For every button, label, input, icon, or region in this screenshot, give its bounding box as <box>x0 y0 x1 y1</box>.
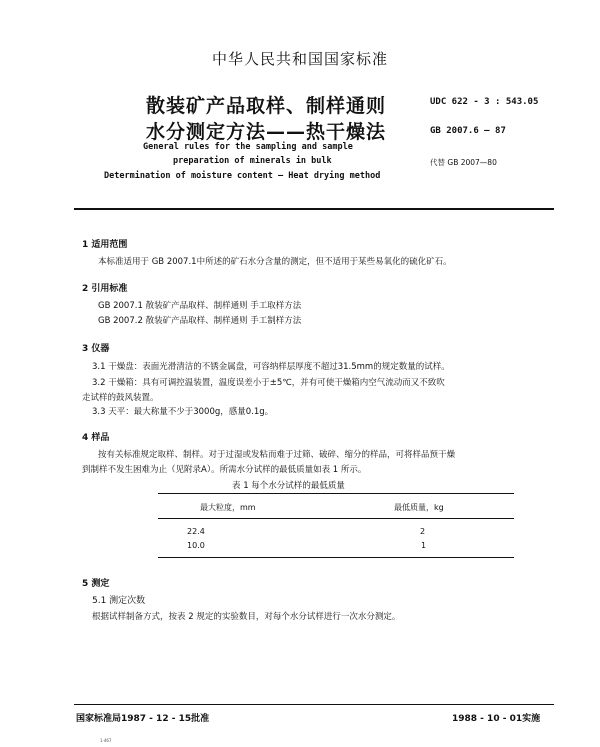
title-zh-line1: 散装矿产品取样、制样通则 <box>146 95 387 117</box>
section-3-1-text: 3.1 干燥盘：表面光滑清洁的不锈金属盘，可容纳样层厚度不超过31.5mm的规定数量的试样。 <box>92 362 450 372</box>
title-zh-line2: 水分测定方法——热干燥法 <box>146 121 387 143</box>
table-header-rule <box>158 518 514 519</box>
table-bottom-rule <box>158 557 514 558</box>
section-3-3-text: 3.3 天平：最大称量不少于3000g，感量0.1g。 <box>92 407 274 417</box>
title-en-line2: preparation of minerals in bulk <box>173 156 332 166</box>
table-cell-mass: 1 <box>421 541 427 550</box>
title-en-line3: Determination of moisture content — Heat drying method <box>104 171 381 181</box>
section-1-text: 本标准适用于 GB 2007.1中所述的矿石水分含量的测定，但不适用于某些易氧化的硫化矿石。 <box>98 257 452 267</box>
section-2-heading: 2 引用标准 <box>82 284 128 294</box>
section-4-text: 按有关标准规定取样、制样。对于过湿或发粘而难于过筛、破碎、缩分的样品，可将样品预干燥 <box>98 450 456 460</box>
table-caption: 表 1 每个水分试样的最低质量 <box>232 481 345 491</box>
header-divider <box>74 208 554 210</box>
table-header-mass: 最低质量，kg <box>394 503 444 512</box>
title-en-line1: General rules for the sampling and sample <box>143 142 353 152</box>
section-4-heading: 4 样品 <box>82 433 110 443</box>
table-cell-size: 22.4 <box>187 527 205 536</box>
section-3-heading: 3 仪器 <box>82 344 110 354</box>
section-4-text-cont: 到制样不发生困难为止（见附录A）。所需水分试样的最低质量如表 1 所示。 <box>82 465 367 475</box>
section-3-2-text-cont: 走试样的鼓风装置。 <box>82 393 159 403</box>
issuing-organization: 中华人民共和国国家标准 <box>211 50 388 68</box>
table-cell-size: 10.0 <box>187 541 205 550</box>
effective-date: 1988 - 10 - 01实施 <box>452 714 541 724</box>
udc-code: UDC 622 - 3 : 543.05 <box>430 97 539 107</box>
replaces-standard: 代替 GB 2007—80 <box>430 158 497 167</box>
standard-number: GB 2007.6 — 87 <box>430 126 506 136</box>
table-header-size: 最大粒度，mm <box>200 503 256 512</box>
section-5-heading: 5 测定 <box>82 579 110 589</box>
section-5-1-text: 根据试样制备方式，按表 2 规定的实验数目，对每个水分试样进行一次水分测定。 <box>92 612 401 622</box>
footer-divider <box>74 704 554 705</box>
approval-date: 国家标准局1987 - 12 - 15批准 <box>76 714 210 724</box>
section-3-2-text: 3.2 干燥箱：具有可调控温装置，温度误差小于±5℃，并有可使干燥箱内空气流动而又不致吹 <box>92 378 445 388</box>
section-5-1-heading: 5.1 测定次数 <box>92 596 146 606</box>
table-cell-mass: 2 <box>420 527 426 536</box>
table-top-rule <box>158 493 514 494</box>
section-1-heading: 1 适用范围 <box>82 240 128 250</box>
reference-item: GB 2007.2 散装矿产品取样、制样通则 手工制样方法 <box>98 316 302 326</box>
page-mark: 1·467 <box>100 738 112 743</box>
reference-item: GB 2007.1 散装矿产品取样、制样通则 手工取样方法 <box>98 301 302 311</box>
